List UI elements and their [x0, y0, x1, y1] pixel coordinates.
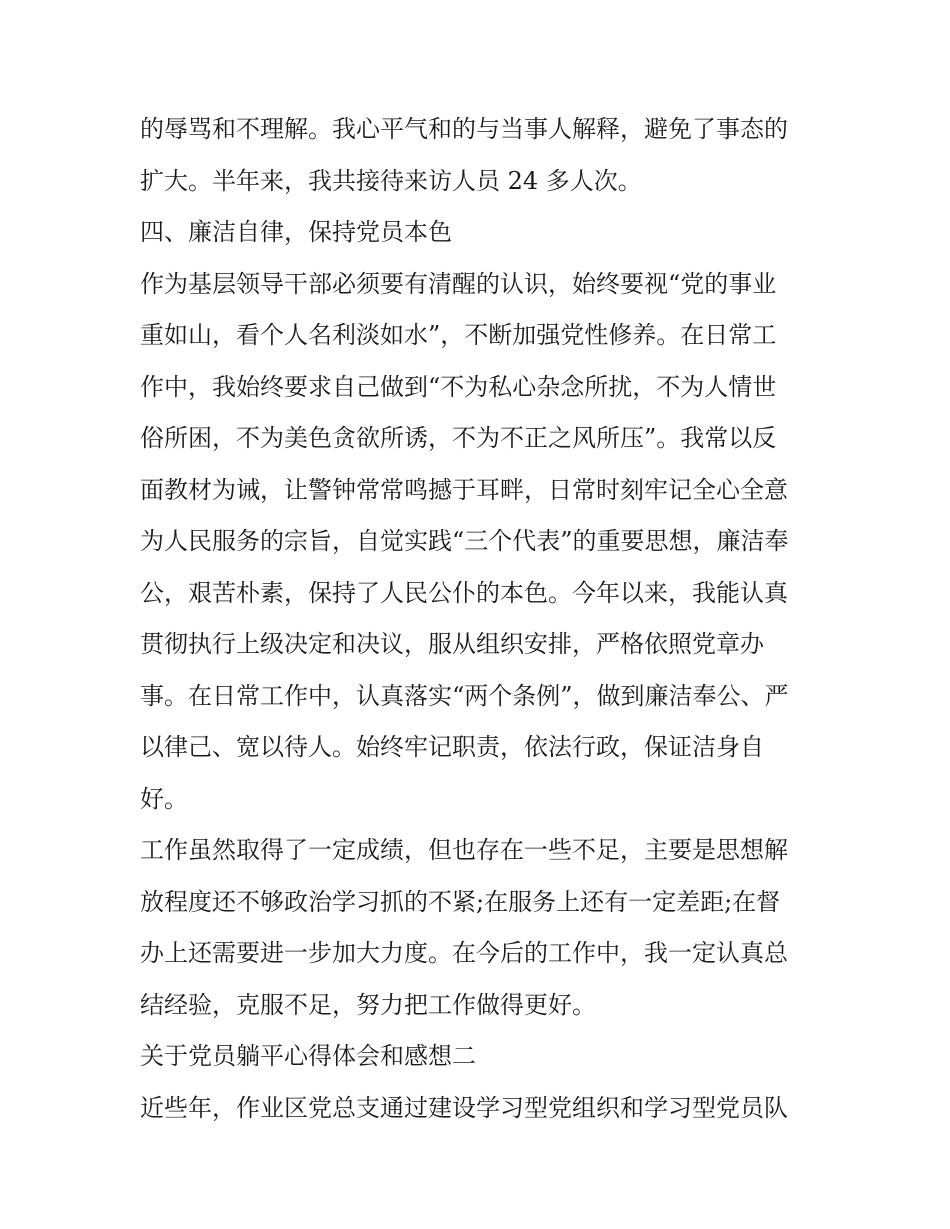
text-line: 以律己、宽以待人。始终牢记职责，依法行政，保证洁身自 [140, 733, 764, 761]
document-body [140, 104, 820, 1134]
text-line: 扩大。半年来，我共接待来访人员 24 多人次。 [140, 166, 642, 195]
text-line: 结经验，克服不足，努力把工作做得更好。 [140, 990, 596, 1019]
text-line: 面教材为诫，让警钟常常鸣撼于耳畔，日常时刻牢记全心全意 [140, 475, 788, 504]
text-line: 工作虽然取得了一定成绩，但也存在一些不足，主要是思想解 [140, 836, 788, 864]
text-line: 事。在日常工作中，认真落实“两个条例”，做到廉洁奉公、严 [140, 681, 789, 710]
text-line: 贯彻执行上级决定和决议，服从组织安排，严格依照党章办 [140, 630, 764, 658]
section-heading: 四、廉洁自律，保持党员本色 [140, 218, 452, 246]
text-line: 作中，我始终要求自己做到“不为私心杂念所扰，不为人情世 [140, 372, 777, 401]
text-line: 放程度还不够政治学习抓的不紧;在服务上还有一定差距;在督 [140, 887, 781, 916]
text-line: 的辱骂和不理解。我心平气和的与当事人解释，避免了事态的 [140, 115, 788, 143]
text-line: 为人民服务的宗旨，自觉实践“三个代表”的重要思想，廉洁奉 [140, 527, 789, 555]
text-line: 近些年，作业区党总支通过建设学习型党组织和学习型党员队 [140, 1093, 788, 1122]
text-line: 好。 [140, 784, 188, 813]
text-line: 重如山，看个人名利淡如水”，不断加强党性修养。在日常工 [140, 321, 777, 349]
section-heading: 关于党员躺平心得体会和感想二 [140, 1042, 476, 1070]
text-line: 办上还需要进一步加大力度。在今后的工作中，我一定认真总 [140, 939, 788, 967]
text-line: 俗所困，不为美色贪欲所诱，不为不正之风所压”。我常以反 [140, 424, 777, 452]
text-line: 公，艰苦朴素，保持了人民公仆的本色。今年以来，我能认真 [140, 578, 788, 607]
text-line: 作为基层领导干部必须要有清醒的认识，始终要视“党的事业 [140, 269, 777, 298]
